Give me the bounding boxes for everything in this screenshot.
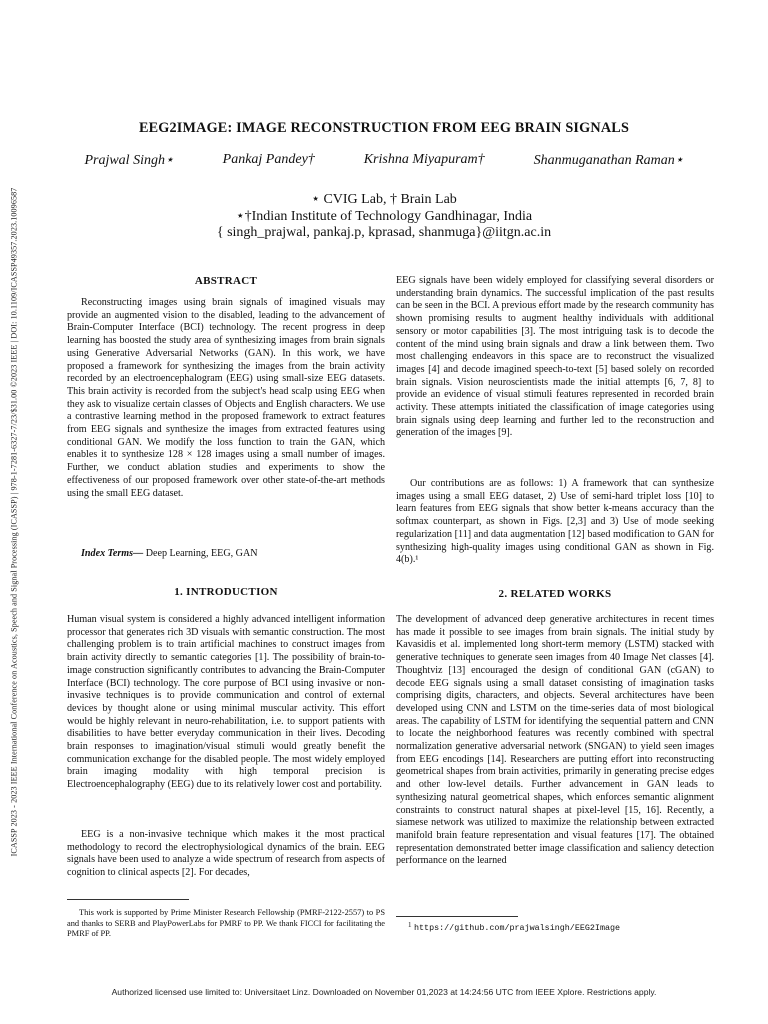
url-footnote-mark: 1 [408,921,412,929]
funding-footnote: This work is supported by Prime Minister Research Fellowship (PMRF-2122-2557) to PS and thanks to SERB and PlayPowerLabs for PMRF to PP. We thank FICCI for facilitating the PMRF of PP. [67,908,385,939]
github-url[interactable]: https://github.com/prajwalsingh/EEG2Image [414,923,621,933]
index-terms-label: Index Terms— [81,548,144,559]
related-works-text: The development of advanced deep generative architectures in recent times has made it possible to see images from brain signals. The initial study by Kavasidis et al. implemented long short-term memory (LSTM) stacked with generative techniques to generate seen images from 40 Image Net classes [4]. Thoughtviz [13] encouraged the design of conditional GAN (cGAN) to decode EEG signals using a small dataset consisting of imagination tasks comprising digits, characters, and objects. Several architectures have been developed using CNN and LSTM on the time-series data of most biological areas. The capability of LSTM for identifying the sequential pattern and CNN to locate the neighborhood features was recently combined with spectral normalization generative adversarial network (SNGAN) to yield seen images from EEG encodings [14]. Researchers are putting effort into reconstructing geometrical shapes from brain activities, primarily in generating precise edges and other low-level details. Further advancement in GAN leads to synthesizing natural geometrical shapes, which enforces semantic alignment constraints to construct natural shapes at pixel-level [15, 16]. Recently, a siamese network was utilized to maximize the relationship between extracted manifold brain feature representation and visual features [17]. The obtained representation demonstrated better image classification and saliency detection performance on the learned [396,614,714,867]
paper-title: EEG2IMAGE: IMAGE RECONSTRUCTION FROM EEG BRAIN SIGNALS [138,120,630,136]
affiliation-labs: ⋆ CVIG Lab, † Brain Lab [311,192,457,207]
introduction-paragraph-2: EEG is a non-invasive technique which makes it the most practical methodology to record the electrophysiological dynamics of the brain. EEG signals have been used to analyze a wide spectrum of research from aspects of cognition to clinical aspects [2]. For decades, [67,829,385,879]
affiliation-institute: ⋆†Indian Institute of Technology Gandhinagar, India [235,209,533,224]
author-emails: { singh_prajwal, pankaj.p, kprasad, shanmuga}@iitgn.ac.in [216,225,552,240]
side-citation-text: ICASSP 2023 - 2023 IEEE International Conference on Acoustics, Speech and Signal Processing (ICASSP) | 978-1-7281-6327-7/23/$31.00 ©2023 IEEE | DOI: 10.1109/ICASSP49357.2023.10096587 [9,187,19,857]
license-note: Authorized licensed use limited to: Universitaet Linz. Downloaded on November 01,2023 at 14:24:56 UTC from IEEE Xplore. Restrictions apply. [111,987,657,997]
index-terms-text: Deep Learning, EEG, GAN [143,548,258,559]
footnote-rule [67,899,189,900]
author-name: Prajwal Singh⋆ [84,153,174,168]
related-works-heading: 2. RELATED WORKS [498,588,612,600]
abstract-heading: ABSTRACT [194,275,258,287]
author-name: Krishna Miyapuram† [363,152,485,167]
url-footnote-rule [396,916,518,917]
introduction-paragraph-1: Human visual system is considered a highly advanced intelligent information processor that generates rich 3D visuals with semantic construction. The most challenging problem is to train artificial machines to construct images from brain activity directly to semantic categories [1]. The possibility of brain-to-image construction significantly contributes to advancing the Brain-Computer Interface (BCI) technology. The core purpose of BCI using invasive or non-invasive techniques is to provide communication and control of external devices by thought alone or using minimal muscular activity. This effort would be highly relevant in neuro-rehabilitation, i.e. to support patients with disabilities to have better everyday communication in their lives. Decoding brain responses to imagination/visual stimuli would greatly benefit the communication exchange for the disabled people. The most widely employed brain imaging modality with high temporal precision is Electroencephalography (EEG) due to its relatively lower cost and portability. [67,614,385,791]
author-list [60,152,708,169]
introduction-heading: 1. INTRODUCTION [174,586,278,598]
abstract-text: Reconstructing images using brain signals of imagined visuals may provide an augmented vision to the disabled, leading to the advancement of Brain-Computer Interface (BCI) technology. The recent progress in deep learning has boosted the study area of synthesizing images from brain signals using Generative Adversarial Networks (GAN). In this work, we have proposed a framework for synthesizing the images from the brain activity recorded by an electroencephalogram (EEG) using small-size EEG datasets. This brain activity is recorded from the subject's head scalp using EEG when they ask to visualize certain classes of Objects and English characters. We use a contrastive learning method in the proposed framework to extract features from EEG signals and synthesize the images from extracted features using conditional GAN. We modify the loss function to train the GAN, which enables it to synthesize 128 × 128 images using a small number of images. Further, we conduct ablation studies and experiments to show the effectiveness of our proposed framework over other state-of-the-art methods using the small EEG dataset. [67,297,385,499]
introduction-paragraph-3: EEG signals have been widely employed for classifying several disorders or understanding brain dynamics. The successful implication of the past results can be seen in the BCI. A previous effort made by the research community has shown promising results to augment healthy individuals with additional sensory or motor capabilities [3]. The most intriguing task is to decode the content of the mind using brain signals and draw a link between them. Two most challenging endeavors in this space are to reconstruct the visualized images [4] and decode imagined speech-to-text [5] based solely on recorded brain signals. Vision neuroscientists made the initial attempts [6, 7, 8] to provide an evidence of visual stimuli features represented in recorded brain activity. These attempts initiated the classification of image categories using brain signals using deep learning and further led to the reconstruction and generation of the images [9]. [396,275,714,439]
contributions-paragraph: Our contributions are as follows: 1) A framework that can synthesize images using a small EEG dataset, 2) Use of semi-hard triplet loss [10] to learn features from EEG signals that show better k-means accuracy than the softmax counterpart, as shown in Figs. [2,3] and 3) Use of mode seeking regularization [11] and data augmentation [12] based modification to GAN for synthesizing high-quality images using conditional GAN as shown in Fig. 4(b).¹ [396,478,714,566]
index-terms [67,548,385,561]
side-citation-strip [6,96,22,948]
author-name: Pankaj Pandey† [222,152,315,167]
author-name: Shanmuganathan Raman⋆ [533,153,684,168]
